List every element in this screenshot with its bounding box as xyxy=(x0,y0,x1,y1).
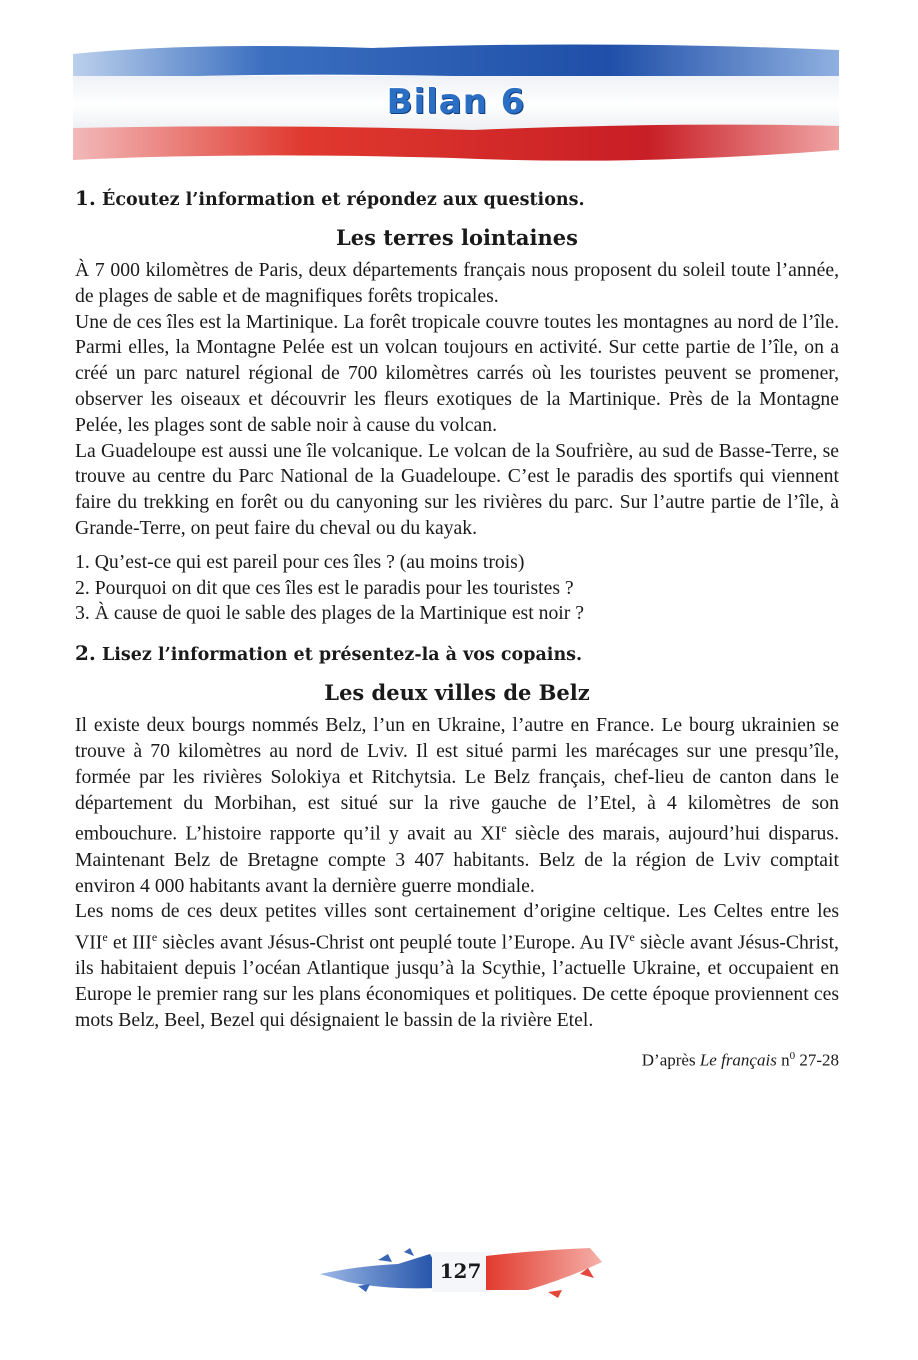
task2-title: Les deux villes de Belz xyxy=(324,680,590,706)
question-2: 2. Pourquoi on dit que ces îles est le paradis pour les touristes ? xyxy=(75,576,574,599)
task2-instruction: 2. Lisez l’information et présentez-la à vos copains. xyxy=(75,641,583,666)
header-banner xyxy=(73,40,839,170)
task2-paragraph-1: Il existe deux bourgs nommés Belz, l’un en Ukraine, l’autre en France. Le bourg ukrainien se trouve à 70 kilomètres au nord de Lviv. Il est situé parmi les marécages sur une presqu’île, formée par les rivières Solokiya et Ritchytsia. Le Belz français, chef-lieu de canton dans le département du Morbihan, est situé sur la rive gauche de l’Etel, à 4 kilomètres de son embouchure. L’histoire rapporte qu’il y avait au XIe siècle des marais, aujourd’hui disparus. Maintenant Belz de Bretagne compte 3 407 habitants. Belz de la région de Lviv comptait environ 4 000 habitants avant la dernière guerre mondiale. xyxy=(75,714,839,897)
page-title: Bilan 6 xyxy=(386,82,526,122)
question-3: 3. À cause de quoi le sable des plages de la Martinique est noir ? xyxy=(75,602,584,625)
source-citation: D’après Le français $n^0$ 27-28 xyxy=(641,1049,839,1070)
task1-paragraph-1: À 7 000 kilomètres de Paris, deux départements français nous proposent du soleil toute l’année, de plages de sable et de magnifiques forêts tropicales. xyxy=(75,259,839,307)
task1-title: Les terres lointaines xyxy=(336,225,578,250)
question-1: 1. Qu’est-ce qui est pareil pour ces îles ? (au moins trois) xyxy=(75,550,525,573)
task2-paragraph-2: Les noms de ces deux petites villes sont certainement d’origine celtique. Les Celtes entre les VIIe et IIIe siècles avant Jésus-Christ ont peuplé toute l’Europe. Au IVe siècle avant Jésus-Christ, ils habitaient depuis l’océan Atlantique jusqu’à la Scythie, l’actuelle Ukraine, et occupaient en Europe le premier rang sur les plans économiques et politiques. De cette époque proviennent ces mots Belz, Beel, Bezel qui désignaient le bassin de la rivière Etel. xyxy=(75,900,839,1032)
task1-paragraph-2: Une de ces îles est la Martinique. La forêt tropicale couvre toutes les montagnes au nord de l’île. Parmi elles, la Montagne Pelée est un volcan toujours en activité. Sur cette partie de l’île, on a créé un parc naturel régional de 700 kilomètres carrés où les touristes peuvent se promener, observer les oiseaux et découvrir les fleurs exotiques de la Martinique. Près de la Montagne Pelée, les plages sont de sable noir à cause du volcan. xyxy=(75,310,839,436)
page-content xyxy=(75,184,839,1071)
task1-paragraph-3: La Guadeloupe est aussi une île volcanique. Le volcan de la Soufrière, au sud de Basse-Terre, se trouve au centre du Parc National de la Guadeloupe. C’est le paradis des sportifs qui viennent faire du trekking en forêt ou du canyoning sur les rivières du parc. Sur l’autre partie de l’île, à Grande-Terre, on peut faire du cheval ou du kayak. xyxy=(75,439,839,539)
page-footer xyxy=(318,1244,603,1300)
task1-instruction: 1. Écoutez l’information et répondez aux questions. xyxy=(75,186,585,210)
task1-questions xyxy=(75,550,839,627)
page-number: 127 xyxy=(439,1259,482,1283)
